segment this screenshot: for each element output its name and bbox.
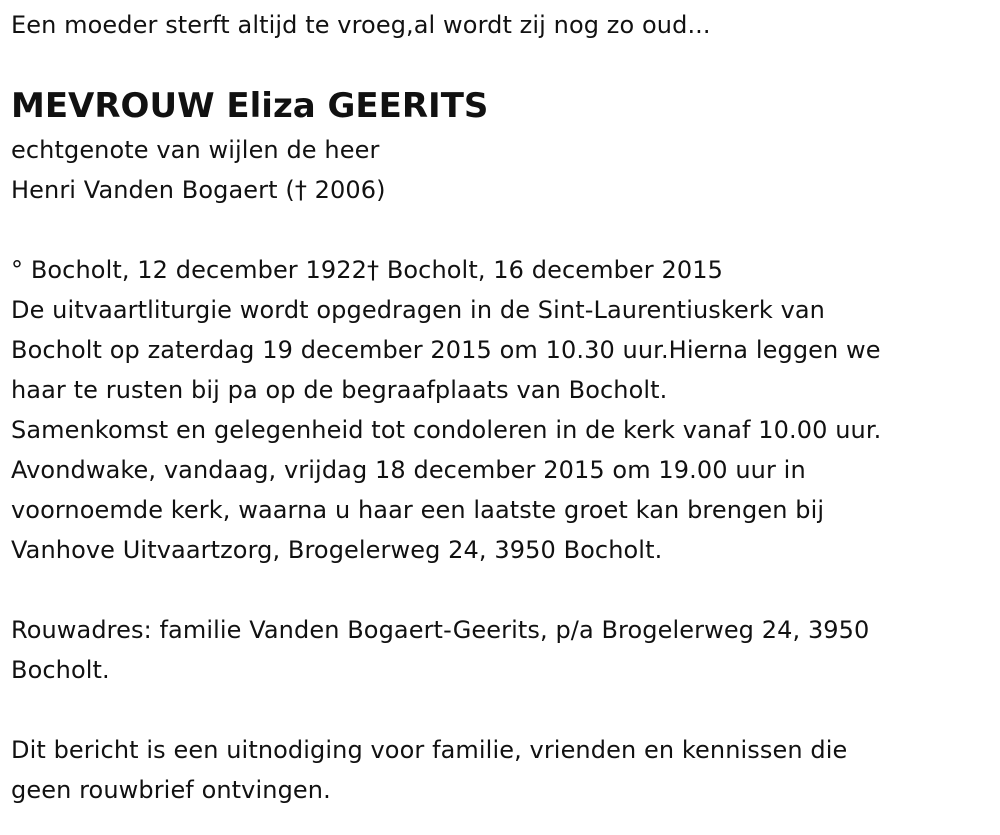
funeral-line: haar te rusten bij pa op de begraafplaats van Bocholt. — [11, 376, 668, 404]
obituary-notice — [0, 5, 1000, 835]
funeral-line: voornoemde kerk, waarna u haar een laatste groet kan brengen bij — [11, 496, 825, 524]
spacer — [11, 210, 1000, 250]
spacer — [11, 690, 1000, 730]
spouse-line-2: Henri Vanden Bogaert († 2006) — [11, 176, 386, 204]
invitation-line: geen rouwbrief ontvingen. — [11, 776, 331, 804]
spacer — [11, 570, 1000, 610]
funeral-line: De uitvaartliturgie wordt opgedragen in de Sint-Laurentiuskerk van — [11, 296, 825, 324]
funeral-line: Avondwake, vandaag, vrijdag 18 december 2015 om 19.00 uur in — [11, 456, 806, 484]
mourning-address-line: Bocholt. — [11, 656, 110, 684]
deceased-name: MEVROUW Eliza GEERITS — [11, 86, 489, 126]
funeral-line: Samenkomst en gelegenheid tot condoleren in de kerk vanaf 10.00 uur. — [11, 416, 882, 444]
birth-death-line: ° Bocholt, 12 december 1922† Bocholt, 16 december 2015 — [11, 256, 723, 284]
spouse-line-1: echtgenote van wijlen de heer — [11, 136, 380, 164]
mourning-address-line: Rouwadres: familie Vanden Bogaert-Geerits, p/a Brogelerweg 24, 3950 — [11, 616, 870, 644]
opening-quote: Een moeder sterft altijd te vroeg,al wordt zij nog zo oud... — [11, 11, 711, 39]
invitation-line: Dit bericht is een uitnodiging voor familie, vrienden en kennissen die — [11, 736, 848, 764]
funeral-line: Bocholt op zaterdag 19 december 2015 om 10.30 uur.Hierna leggen we — [11, 336, 881, 364]
funeral-line: Vanhove Uitvaartzorg, Brogelerweg 24, 3950 Bocholt. — [11, 536, 663, 564]
